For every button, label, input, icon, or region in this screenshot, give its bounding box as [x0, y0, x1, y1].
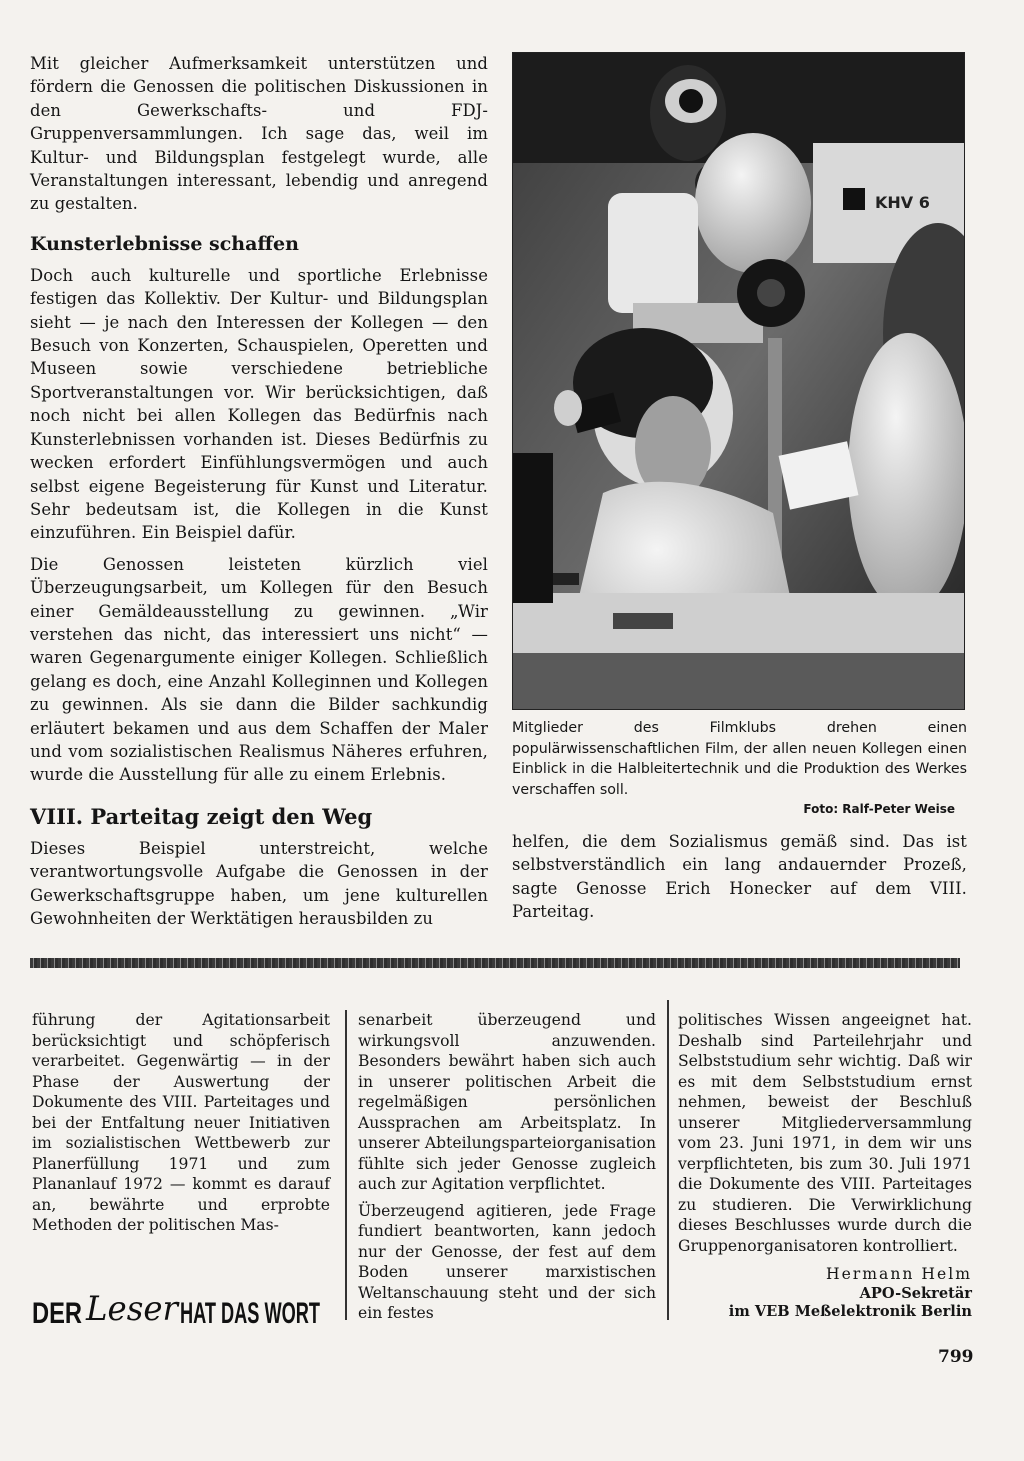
paragraph-1: Mit gleicher Aufmerksamkeit unterstützen und fördern die Genossen die politischen Diskussionen in den Gewerkschafts- und FDJ-Gruppenversammlungen. Ich sage das, weil im Kultur- und Bildungsplan festgelegt wurde, alle Veranstaltungen interessant, lebendig und anregend zu gestalten.: [30, 54, 488, 214]
photo-credit: Foto: Ralf-Peter Weise: [803, 802, 955, 816]
bottom-column-1: [32, 1010, 330, 1242]
signature-title: APO-Sekretär: [859, 1285, 972, 1302]
paragraph-4: Dieses Beispiel unterstreicht, welche verantwortungsvolle Aufgabe die Genossen in der Gewerkschaftsgruppe haben, um jene kulturellen Gewohnheiten der Werktätigen herausbilden zu: [30, 838, 488, 928]
page-number: 799: [938, 1347, 974, 1367]
heading-parteitag: VIII. Parteitag zeigt den Weg: [30, 803, 373, 829]
reader-column-banner: [30, 1290, 330, 1330]
column-divider-2: [667, 1000, 669, 1320]
bottom-col1-text: führung der Agitationsarbeit berücksichtigt und schöpferisch verarbeitet. Gegenwärtig — in der Phase der Auswertung der Dokumente des VIII. Parteitages und bei der Entfaltung neuer Initiativen im sozialistischen Wettbewerb zur Planerfüllung 1971 und zum Plananlauf 1972 — kommt es darauf an, bewährte und erprobte Methoden der politischen Mas-: [32, 1011, 330, 1234]
bottom-col2-para1: senarbeit überzeugend und wirkungsvoll anzuwenden. Besonders bewährt haben sich auch in unserer politischen Arbeit die regelmäßigen persönlichen Aussprachen am Arbeitsplatz. In unserer Abteilungsparteiorganisation fühlte sich jeder Genosse zugleich auch zur Agitation verpflichtet.: [358, 1011, 656, 1193]
photo-sign-text: KHV 6: [875, 193, 930, 212]
bottom-column-2: [358, 1010, 656, 1330]
paragraph-2: Doch auch kulturelle und sportliche Erlebnisse festigen das Kollektiv. Der Kultur- und Bildungsplan sieht — je nach den Interessen der Kollegen — den Besuch von Konzerten, Schauspielen, Operetten und Museen sowie verschiedene betriebliche Sportveranstaltungen vor. Wir berücksichtigen, daß noch nicht bei allen Kollegen das Bedürfnis nach Kunsterlebnissen vorhanden ist. Dieses Bedürfnis zu wecken erfordert Einfühlungsvermögen und auch selbst eigene Begeisterung für Kunst und Literatur. Sehr bedeutsam ist, die Kollegen in die Kunst einzuführen. Ein Beispiel dafür.: [30, 265, 488, 543]
banner-leser-script: Leser: [85, 1290, 180, 1329]
signature-organization: im VEB Meßelektronik Berlin: [728, 1303, 972, 1320]
heading-kunsterlebnisse: Kunsterlebnisse schaffen: [30, 232, 299, 255]
bottom-col2-para2: Überzeugend agitieren, jede Frage fundiert beantworten, kann jedoch nur der Genosse, der fest auf dem Boden unserer marxistischen Weltanschauung steht und der sich ein festes: [358, 1201, 656, 1322]
banner-hat-das-wort: HAT DAS WORT: [180, 1297, 320, 1330]
paragraph-5: helfen, die dem Sozialismus gemäß sind. Das ist selbstverständlich ein lang andauernder Prozeß, sagte Genosse Erich Honecker auf dem VIII. Parteitag.: [512, 832, 967, 922]
column-divider-1: [345, 1010, 347, 1320]
paragraph-3: Die Genossen leisteten kürzlich viel Überzeugungsarbeit, um Kollegen für den Besuch einer Gemäldeausstellung zu gewinnen. „Wir verstehen das nicht, das interessiert uns nicht“ — waren Gegenargumente einiger Kollegen. Schließlich gelang es doch, eine Anzahl Kolleginnen und Kollegen zu gewinnen. Als sie dann die Bilder sachkundig erläutert bekamen und aus dem Schaffen der Maler und vom sozialistischen Realismus Näheres erfuhren, wurde die Ausstellung für alle zu einem Erlebnis.: [30, 554, 488, 785]
banner-der: DER: [32, 1297, 83, 1330]
photo-caption: Mitglieder des Filmklubs drehen einen populärwissenschaftlichen Film, der allen neuen Kollegen einen Einblick in die Halbleitertechnik und die Produktion des Werkes verschaffen soll.: [512, 720, 967, 798]
left-column: [30, 52, 488, 938]
signature-name: Hermann Helm: [825, 1265, 972, 1283]
section-divider: [30, 958, 960, 968]
right-column: [512, 52, 967, 932]
filmklub-photo: [512, 52, 965, 710]
bottom-col3-text: politisches Wissen angeeignet hat. Deshalb sind Parteilehrjahr und Selbststudium sehr wichtig. Daß wir es mit dem Selbststudium ernst nehmen, beweist der Beschluß unserer Mitgliederversammlung vom 23. Juni 1971, in dem wir uns verpflichteten, bis zum 30. Juli 1971 die Dokumente des VIII. Parteitages zu studieren. Die Verwirklichung dieses Beschlusses wurde durch die Gruppenorganisatoren kontrolliert.: [678, 1011, 972, 1255]
bottom-column-3: [678, 1010, 972, 1321]
